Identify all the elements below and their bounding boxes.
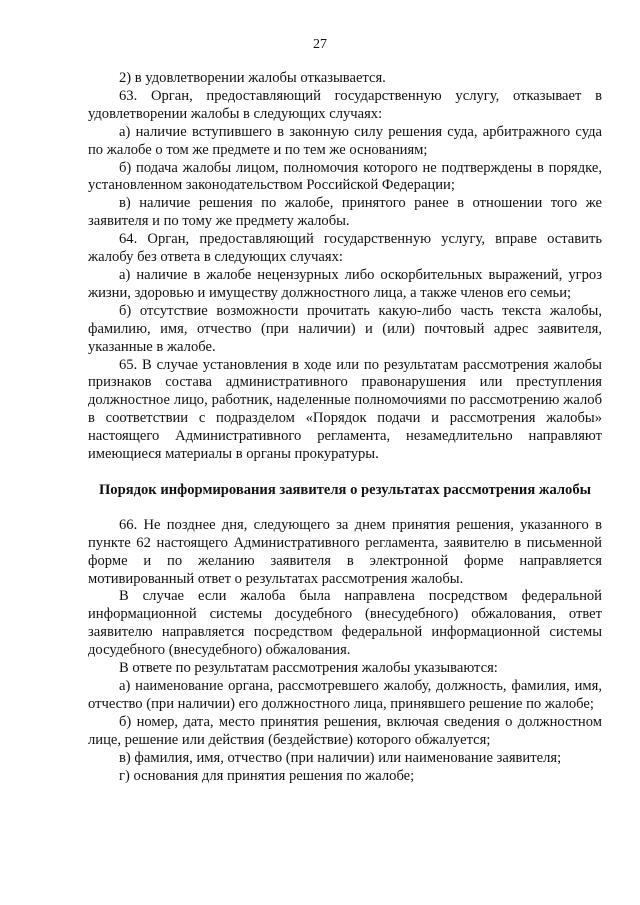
paragraph: г) основания для принятия решения по жалобе;: [119, 767, 415, 784]
paragraph: 66. Не позднее дня, следующего за днем принятия решения, указанного в пункте 62 настоящего Административного регламента, заявителю в письменной форме и по желанию заявителя в электронной форме направляется мотивированный ответ о результатах рассмотрения жалобы.: [88, 516, 602, 587]
page-number: 27: [313, 37, 327, 52]
paragraph: В ответе по результатам рассмотрения жалобы указываются:: [119, 660, 498, 677]
paragraph: в) наличие решения по жалобе, принятого ранее в отношении того же заявителя и по тому же предмету жалобы.: [88, 195, 602, 230]
paragraph: а) наличие в жалобе нецензурных либо оскорбительных выражений, угроз жизни, здоровью и имуществу должностного лица, а также членов его семьи;: [88, 266, 602, 301]
section-heading: Порядок информирования заявителя о результатах рассмотрения жалобы: [98, 481, 592, 498]
paragraph: б) отсутствие возможности прочитать какую-либо часть текста жалобы, фамилию, имя, отчество (при наличии) и (или) почтовый адрес заявителя, указанные в жалобе.: [88, 302, 602, 355]
paragraph: б) подача жалобы лицом, полномочия которого не подтверждены в порядке, установленном законодательством Российской Федерации;: [88, 159, 602, 194]
paragraph: В случае если жалоба была направлена посредством федеральной информационной системы досудебного (внесудебного) обжалования, ответ заявителю направляется посредством федеральной информационной системы досудебного (внесудебного) обжалования.: [88, 588, 602, 659]
paragraph: 65. В случае установления в ходе или по результатам рассмотрения жалобы признаков состава административного правонарушения или преступления должностное лицо, работник, наделенные полномочиями по рассмотрению жалоб в соответствии с подразделом «Порядок подачи и рассмотрения жалобы» настоящего Административного регламента, незамедлительно направляют имеющиеся материалы в органы прокуратуры.: [88, 356, 602, 463]
paragraph: а) наименование органа, рассмотревшего жалобу, должность, фамилия, имя, отчество (при наличии) его должностного лица, принявшего решение по жалобе;: [88, 678, 602, 712]
document-body: [88, 70, 602, 785]
paragraph: 64. Орган, предоставляющий государственную услугу, вправе оставить жалобу без ответа в следующих случаях:: [88, 231, 602, 266]
paragraph: 63. Орган, предоставляющий государственную услугу, отказывает в удовлетворении жалобы в следующих случаях:: [88, 87, 602, 122]
paragraph: 2) в удовлетворении жалобы отказывается.: [119, 70, 386, 86]
paragraph: в) фамилия, имя, отчество (при наличии) или наименование заявителя;: [119, 749, 562, 766]
paragraph: а) наличие вступившего в законную силу решения суда, арбитражного суда по жалобе о том же предмете и по тем же основаниям;: [88, 123, 602, 158]
paragraph: б) номер, дата, место принятия решения, включая сведения о должностном лице, решение или действия (бездействие) которого обжалуется;: [88, 713, 602, 748]
